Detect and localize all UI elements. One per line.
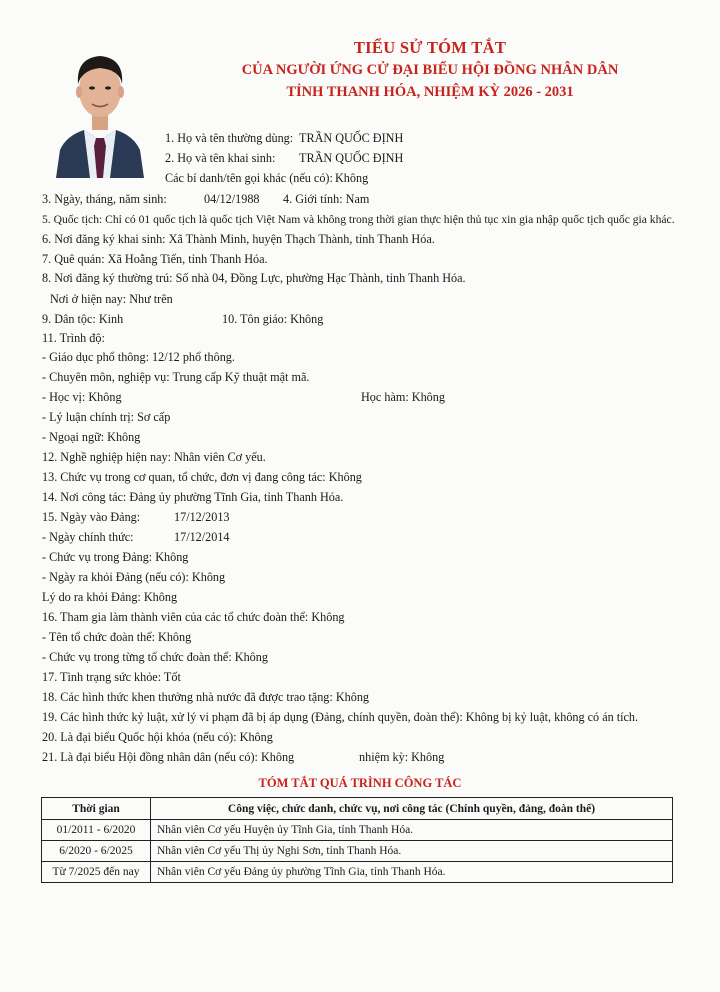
field-academic-rank: Học hàm: Không	[361, 390, 445, 404]
field-religion: 10. Tôn giáo: Không	[222, 312, 324, 326]
field-organization-position: - Chức vụ trong từng tổ chức đoàn thể: Không	[42, 650, 268, 664]
field-occupation: 12. Nghề nghiệp hiện nay: Nhân viên Cơ yếu.	[42, 450, 266, 464]
field-gender: 4. Giới tính: Nam	[283, 192, 370, 206]
field-party-official-value: 17/12/2014	[174, 530, 230, 544]
field-hometown: 7. Quê quán: Xã Hoằng Tiến, tỉnh Thanh Hóa.	[42, 252, 268, 266]
table-row	[42, 841, 673, 862]
cell-duties: Nhân viên Cơ yếu Đảng ủy phường Tĩnh Gia, tỉnh Thanh Hóa.	[151, 862, 673, 883]
field-common-name-value: TRẦN QUỐC ĐỊNH	[299, 131, 404, 145]
document-term: TỈNH THANH HÓA, NHIỆM KỲ 2026 - 2031	[286, 84, 574, 100]
field-workplace: 14. Nơi công tác: Đảng ủy phường Tĩnh Gia, tỉnh Thanh Hóa.	[42, 490, 344, 504]
field-foreign-language: - Ngoại ngữ: Không	[42, 430, 141, 444]
field-current-residence: Nơi ở hiện nay: Như trên	[50, 292, 173, 306]
work-history-title: TÓM TẮT QUÁ TRÌNH CÔNG TÁC	[258, 776, 462, 790]
field-permanent-residence: 8. Nơi đăng ký thường trú: Số nhà 04, Đồng Lực, phường Hạc Thành, tỉnh Thanh Hóa.	[42, 271, 466, 285]
table-row	[42, 820, 673, 841]
field-dob-label: 3. Ngày, tháng, năm sinh:	[42, 192, 167, 206]
work-history-table	[41, 797, 673, 883]
table-header-row	[42, 798, 673, 820]
field-party-join-value: 17/12/2013	[174, 510, 230, 524]
field-party-position: - Chức vụ trong Đảng: Không	[42, 550, 189, 564]
field-party-join-label: 15. Ngày vào Đảng:	[42, 510, 141, 524]
cell-period: 6/2020 - 6/2025	[42, 841, 151, 862]
cell-duties: Nhân viên Cơ yếu Huyện ủy Tĩnh Gia, tỉnh Thanh Hóa.	[151, 820, 673, 841]
field-peoples-council: 21. Là đại biểu Hội đồng nhân dân (nếu có): Không	[42, 750, 295, 764]
field-degree: - Học vị: Không	[42, 390, 122, 404]
field-national-assembly: 20. Là đại biểu Quốc hội khóa (nếu có): Không	[42, 730, 273, 744]
column-header-duties: Công việc, chức danh, chức vụ, nơi công tác (Chính quyền, đảng, đoàn thể)	[151, 798, 673, 820]
field-party-leave-reason: Lý do ra khỏi Đảng: Không	[42, 590, 178, 604]
field-birth-registration: 6. Nơi đăng ký khai sinh: Xã Thành Minh, huyện Thạch Thành, tỉnh Thanh Hóa.	[42, 232, 435, 246]
field-nationality: 5. Quốc tịch: Chỉ có 01 quốc tịch là quốc tịch Việt Nam và không trong thời gian thực hiện thủ tục xin gia nhập quốc tịch quốc gia khác.	[42, 213, 675, 226]
field-council-term: nhiệm kỳ: Không	[359, 750, 445, 764]
field-party-official-label: - Ngày chính thức:	[42, 530, 134, 544]
table-row	[42, 862, 673, 883]
field-discipline: 19. Các hình thức kỷ luật, xử lý vi phạm đã bị áp dụng (Đảng, chính quyền, đoàn thể): Không bị kỷ luật, không có án tích.	[42, 710, 639, 724]
cell-period: Từ 7/2025 đến nay	[42, 862, 151, 883]
field-general-education: - Giáo dục phổ thông: 12/12 phổ thông.	[42, 350, 235, 364]
field-common-name-label: 1. Họ và tên thường dùng:	[165, 131, 294, 145]
cell-period: 01/2011 - 6/2020	[42, 820, 151, 841]
field-party-leave-date: - Ngày ra khỏi Đảng (nếu có): Không	[42, 570, 226, 584]
field-position: 13. Chức vụ trong cơ quan, tổ chức, đơn vị đang công tác: Không	[42, 470, 362, 484]
field-qualifications: 11. Trình độ:	[42, 331, 105, 345]
portrait-photo	[54, 38, 146, 178]
column-header-period: Thời gian	[42, 798, 151, 820]
field-organization-name: - Tên tổ chức đoàn thể: Không	[42, 630, 192, 644]
field-alias-label: Các bí danh/tên gọi khác (nếu có):	[165, 171, 333, 185]
document-subtitle: CỦA NGƯỜI ỨNG CỬ ĐẠI BIỂU HỘI ĐỒNG NHÂN DÂN	[241, 62, 619, 78]
field-birth-name-value: TRẦN QUỐC ĐỊNH	[299, 151, 404, 165]
document-title: TIỂU SỬ TÓM TẮT	[353, 38, 507, 57]
field-political-theory: - Lý luận chính trị: Sơ cấp	[42, 410, 171, 424]
field-dob-value: 04/12/1988	[204, 192, 260, 206]
field-organizations: 16. Tham gia làm thành viên của các tổ chức đoàn thể: Không	[42, 610, 345, 624]
field-ethnicity: 9. Dân tộc: Kinh	[42, 312, 124, 326]
field-birth-name-label: 2. Họ và tên khai sinh:	[165, 151, 276, 165]
field-alias-value: Không	[335, 171, 369, 185]
cell-duties: Nhân viên Cơ yếu Thị ủy Nghi Sơn, tỉnh Thanh Hóa.	[151, 841, 673, 862]
field-health: 17. Tình trạng sức khỏe: Tốt	[42, 670, 181, 684]
field-awards: 18. Các hình thức khen thưởng nhà nước đã được trao tặng: Không	[42, 690, 370, 704]
field-specialization: - Chuyên môn, nghiệp vụ: Trung cấp Kỹ thuật mật mã.	[42, 370, 310, 384]
